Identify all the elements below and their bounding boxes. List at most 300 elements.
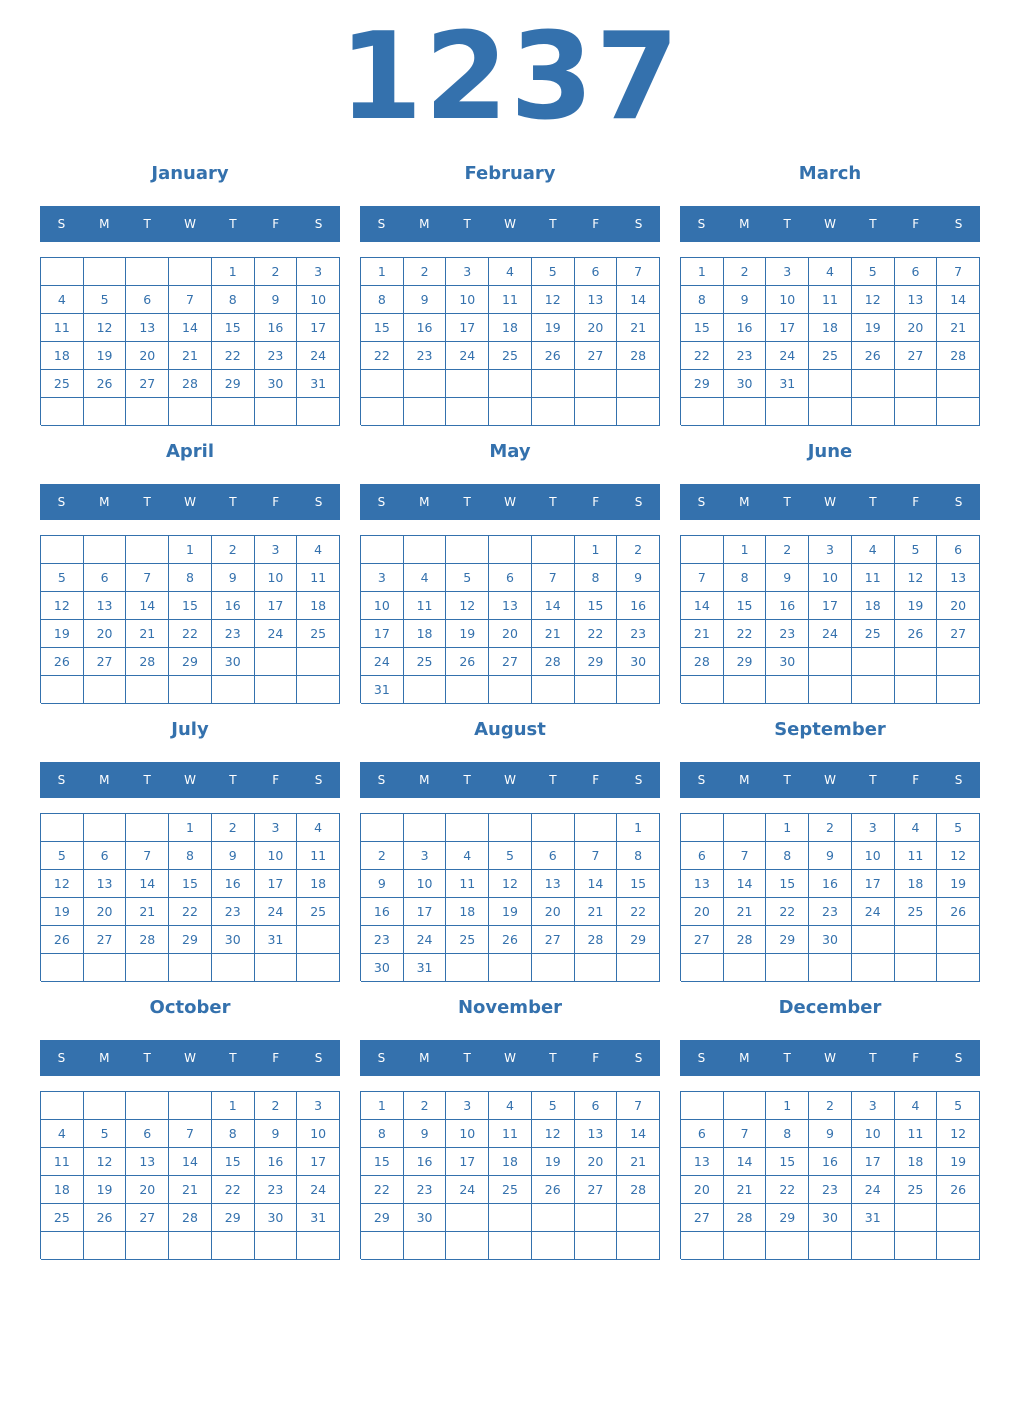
- day-cell: 27: [489, 648, 532, 676]
- day-cell: 17: [446, 314, 489, 342]
- weekday-label: S: [377, 773, 386, 787]
- day-cell: 4: [297, 536, 340, 564]
- empty-cell: [212, 954, 255, 982]
- empty-cell: [532, 398, 575, 426]
- day-cell: 15: [169, 592, 212, 620]
- empty-cell: [255, 1232, 298, 1260]
- day-cell: 22: [169, 620, 212, 648]
- empty-cell: [766, 398, 809, 426]
- empty-cell: [617, 1204, 660, 1232]
- empty-cell: [852, 676, 895, 704]
- empty-cell: [575, 398, 618, 426]
- day-cell: 6: [681, 1120, 724, 1148]
- day-cell: 14: [126, 870, 169, 898]
- day-cell: 17: [446, 1148, 489, 1176]
- weekday-label: T: [869, 495, 877, 509]
- day-cell: 21: [169, 1176, 212, 1204]
- day-cell: 2: [361, 842, 404, 870]
- day-cell: 2: [255, 258, 298, 286]
- weekday-label: S: [634, 1051, 643, 1065]
- day-cell: 3: [361, 564, 404, 592]
- day-cell: 3: [255, 814, 298, 842]
- day-cell: 29: [617, 926, 660, 954]
- day-cell: 3: [297, 1092, 340, 1120]
- weekday-label: W: [184, 773, 196, 787]
- day-cell: 4: [41, 286, 84, 314]
- day-cell: 7: [937, 258, 980, 286]
- day-cell: 14: [169, 314, 212, 342]
- day-cell: 29: [575, 648, 618, 676]
- weekday-label: S: [954, 1051, 963, 1065]
- empty-cell: [169, 1092, 212, 1120]
- day-cell: 6: [84, 842, 127, 870]
- day-cell: 5: [446, 564, 489, 592]
- empty-cell: [255, 676, 298, 704]
- weekday-label: M: [99, 1051, 110, 1065]
- day-cell: 24: [446, 342, 489, 370]
- month-name: June: [807, 441, 853, 462]
- day-cell: 21: [126, 898, 169, 926]
- day-cell: 23: [617, 620, 660, 648]
- empty-cell: [852, 370, 895, 398]
- empty-cell: [361, 1232, 404, 1260]
- empty-cell: [446, 1232, 489, 1260]
- day-cell: 28: [937, 342, 980, 370]
- day-cell: 4: [895, 814, 938, 842]
- day-grid: [360, 535, 660, 703]
- day-cell: 8: [361, 1120, 404, 1148]
- day-cell: 17: [809, 592, 852, 620]
- day-cell: 2: [617, 536, 660, 564]
- month-name: May: [489, 441, 531, 462]
- day-cell: 19: [532, 314, 575, 342]
- day-cell: 14: [532, 592, 575, 620]
- weekday-label: F: [912, 1051, 920, 1065]
- weekday-header: [40, 484, 340, 520]
- day-cell: 14: [937, 286, 980, 314]
- day-cell: 20: [532, 898, 575, 926]
- weekday-header: [360, 1040, 660, 1076]
- weekday-label: S: [954, 773, 963, 787]
- day-cell: 22: [766, 1176, 809, 1204]
- day-cell: 12: [41, 870, 84, 898]
- day-cell: 5: [895, 536, 938, 564]
- day-cell: 9: [809, 842, 852, 870]
- day-cell: 1: [617, 814, 660, 842]
- empty-cell: [766, 954, 809, 982]
- weekday-label: T: [143, 217, 151, 231]
- day-cell: 29: [681, 370, 724, 398]
- day-cell: 11: [446, 870, 489, 898]
- day-cell: 24: [404, 926, 447, 954]
- day-cell: 7: [575, 842, 618, 870]
- day-cell: 16: [212, 870, 255, 898]
- weekday-label: S: [57, 1051, 66, 1065]
- empty-cell: [532, 954, 575, 982]
- day-cell: 10: [297, 286, 340, 314]
- day-cell: 6: [126, 1120, 169, 1148]
- day-cell: 29: [361, 1204, 404, 1232]
- day-cell: 2: [809, 1092, 852, 1120]
- month-name: April: [165, 441, 215, 462]
- day-cell: 5: [532, 258, 575, 286]
- day-cell: 6: [895, 258, 938, 286]
- day-cell: 23: [724, 342, 767, 370]
- empty-cell: [852, 648, 895, 676]
- day-cell: 27: [681, 926, 724, 954]
- weekday-label: S: [314, 495, 323, 509]
- day-cell: 9: [404, 1120, 447, 1148]
- day-cell: 13: [489, 592, 532, 620]
- empty-cell: [84, 398, 127, 426]
- empty-cell: [532, 676, 575, 704]
- empty-cell: [489, 1204, 532, 1232]
- day-cell: 27: [126, 370, 169, 398]
- day-cell: 19: [852, 314, 895, 342]
- day-cell: 19: [84, 1176, 127, 1204]
- day-cell: 12: [489, 870, 532, 898]
- day-grid: [680, 535, 980, 703]
- day-cell: 29: [766, 1204, 809, 1232]
- day-cell: 24: [297, 1176, 340, 1204]
- day-cell: 26: [41, 648, 84, 676]
- day-cell: 7: [724, 1120, 767, 1148]
- weekday-label: T: [783, 495, 791, 509]
- day-cell: 8: [361, 286, 404, 314]
- day-cell: 25: [489, 342, 532, 370]
- day-cell: 6: [532, 842, 575, 870]
- weekday-label: T: [463, 217, 471, 231]
- empty-cell: [126, 954, 169, 982]
- weekday-label: W: [824, 217, 836, 231]
- day-cell: 22: [212, 342, 255, 370]
- day-cell: 3: [297, 258, 340, 286]
- day-cell: 27: [126, 1204, 169, 1232]
- weekday-header: [360, 762, 660, 798]
- empty-cell: [937, 398, 980, 426]
- weekday-label: F: [592, 1051, 600, 1065]
- day-cell: 10: [404, 870, 447, 898]
- day-cell: 5: [852, 258, 895, 286]
- day-cell: 10: [852, 1120, 895, 1148]
- day-cell: 17: [361, 620, 404, 648]
- day-cell: 17: [297, 1148, 340, 1176]
- day-cell: 23: [212, 898, 255, 926]
- day-cell: 11: [895, 1120, 938, 1148]
- day-cell: 11: [41, 314, 84, 342]
- weekday-label: M: [419, 773, 430, 787]
- day-cell: 29: [212, 370, 255, 398]
- month-name: October: [149, 997, 231, 1018]
- day-cell: 26: [446, 648, 489, 676]
- day-cell: 23: [809, 1176, 852, 1204]
- day-cell: 18: [895, 1148, 938, 1176]
- empty-cell: [681, 954, 724, 982]
- weekday-label: F: [912, 773, 920, 787]
- empty-cell: [126, 676, 169, 704]
- day-cell: 13: [532, 870, 575, 898]
- weekday-label: S: [697, 495, 706, 509]
- day-cell: 22: [724, 620, 767, 648]
- weekday-label: M: [99, 217, 110, 231]
- day-cell: 12: [532, 1120, 575, 1148]
- empty-cell: [169, 258, 212, 286]
- day-cell: 31: [297, 1204, 340, 1232]
- day-cell: 10: [446, 1120, 489, 1148]
- month-name: December: [778, 997, 882, 1018]
- weekday-label: S: [697, 773, 706, 787]
- day-cell: 30: [255, 370, 298, 398]
- day-cell: 6: [126, 286, 169, 314]
- day-cell: 3: [446, 1092, 489, 1120]
- day-cell: 20: [681, 1176, 724, 1204]
- day-cell: 17: [297, 314, 340, 342]
- weekday-label: F: [592, 773, 600, 787]
- empty-cell: [852, 1232, 895, 1260]
- weekday-label: M: [419, 1051, 430, 1065]
- day-cell: 30: [809, 1204, 852, 1232]
- day-cell: 3: [852, 814, 895, 842]
- day-cell: 17: [852, 1148, 895, 1176]
- day-cell: 5: [937, 814, 980, 842]
- empty-cell: [724, 1232, 767, 1260]
- day-cell: 12: [446, 592, 489, 620]
- empty-cell: [41, 954, 84, 982]
- day-cell: 21: [575, 898, 618, 926]
- day-cell: 20: [575, 1148, 618, 1176]
- day-cell: 10: [255, 564, 298, 592]
- weekday-label: W: [824, 495, 836, 509]
- day-cell: 22: [361, 1176, 404, 1204]
- day-cell: 16: [255, 314, 298, 342]
- weekday-label: W: [824, 1051, 836, 1065]
- day-cell: 23: [212, 620, 255, 648]
- empty-cell: [532, 1204, 575, 1232]
- empty-cell: [255, 648, 298, 676]
- empty-cell: [297, 926, 340, 954]
- day-cell: 25: [852, 620, 895, 648]
- empty-cell: [937, 1232, 980, 1260]
- day-cell: 29: [169, 926, 212, 954]
- day-grid: [680, 1091, 980, 1259]
- empty-cell: [404, 676, 447, 704]
- empty-cell: [446, 676, 489, 704]
- empty-cell: [809, 1232, 852, 1260]
- day-cell: 6: [575, 258, 618, 286]
- weekday-label: F: [272, 495, 280, 509]
- day-cell: 2: [724, 258, 767, 286]
- day-cell: 27: [575, 1176, 618, 1204]
- empty-cell: [617, 398, 660, 426]
- weekday-label: W: [504, 1051, 516, 1065]
- day-cell: 4: [297, 814, 340, 842]
- empty-cell: [532, 1232, 575, 1260]
- month-name: August: [474, 719, 546, 740]
- empty-cell: [489, 954, 532, 982]
- day-cell: 15: [361, 1148, 404, 1176]
- day-cell: 30: [361, 954, 404, 982]
- empty-cell: [404, 370, 447, 398]
- day-cell: 8: [766, 1120, 809, 1148]
- day-cell: 14: [126, 592, 169, 620]
- day-cell: 20: [937, 592, 980, 620]
- day-cell: 14: [169, 1148, 212, 1176]
- day-cell: 20: [489, 620, 532, 648]
- day-cell: 9: [255, 1120, 298, 1148]
- weekday-label: W: [184, 495, 196, 509]
- day-cell: 13: [681, 870, 724, 898]
- day-cell: 5: [532, 1092, 575, 1120]
- day-cell: 2: [809, 814, 852, 842]
- empty-cell: [84, 954, 127, 982]
- day-cell: 16: [809, 870, 852, 898]
- day-grid: [40, 257, 340, 425]
- day-cell: 19: [895, 592, 938, 620]
- day-cell: 10: [361, 592, 404, 620]
- empty-cell: [84, 814, 127, 842]
- day-cell: 22: [617, 898, 660, 926]
- day-grid: [40, 1091, 340, 1259]
- day-cell: 26: [41, 926, 84, 954]
- day-cell: 13: [895, 286, 938, 314]
- month-name: February: [464, 163, 556, 184]
- day-cell: 6: [575, 1092, 618, 1120]
- day-cell: 15: [212, 314, 255, 342]
- empty-cell: [126, 814, 169, 842]
- day-cell: 4: [489, 1092, 532, 1120]
- day-cell: 19: [41, 620, 84, 648]
- day-cell: 15: [575, 592, 618, 620]
- day-cell: 30: [809, 926, 852, 954]
- day-cell: 28: [575, 926, 618, 954]
- day-cell: 17: [766, 314, 809, 342]
- empty-cell: [404, 814, 447, 842]
- day-cell: 17: [255, 870, 298, 898]
- day-cell: 2: [766, 536, 809, 564]
- weekday-label: T: [783, 773, 791, 787]
- day-cell: 3: [766, 258, 809, 286]
- day-cell: 11: [297, 564, 340, 592]
- day-cell: 22: [169, 898, 212, 926]
- day-cell: 22: [681, 342, 724, 370]
- day-cell: 18: [297, 592, 340, 620]
- day-cell: 4: [489, 258, 532, 286]
- day-cell: 18: [852, 592, 895, 620]
- day-cell: 7: [681, 564, 724, 592]
- weekday-label: T: [549, 773, 557, 787]
- day-cell: 18: [489, 314, 532, 342]
- day-cell: 27: [532, 926, 575, 954]
- day-cell: 8: [169, 842, 212, 870]
- empty-cell: [895, 648, 938, 676]
- day-cell: 14: [617, 286, 660, 314]
- day-cell: 31: [852, 1204, 895, 1232]
- weekday-label: W: [504, 217, 516, 231]
- day-cell: 20: [575, 314, 618, 342]
- weekday-label: F: [912, 217, 920, 231]
- day-cell: 16: [809, 1148, 852, 1176]
- empty-cell: [809, 648, 852, 676]
- day-cell: 12: [41, 592, 84, 620]
- day-cell: 8: [169, 564, 212, 592]
- day-cell: 27: [681, 1204, 724, 1232]
- weekday-label: S: [954, 217, 963, 231]
- empty-cell: [532, 814, 575, 842]
- empty-cell: [809, 398, 852, 426]
- day-cell: 15: [617, 870, 660, 898]
- day-cell: 13: [575, 286, 618, 314]
- weekday-header: [680, 762, 980, 798]
- day-cell: 24: [361, 648, 404, 676]
- weekday-label: S: [634, 773, 643, 787]
- empty-cell: [361, 370, 404, 398]
- empty-cell: [126, 1092, 169, 1120]
- day-cell: 10: [446, 286, 489, 314]
- day-cell: 13: [84, 592, 127, 620]
- day-cell: 19: [532, 1148, 575, 1176]
- empty-cell: [724, 954, 767, 982]
- day-cell: 10: [809, 564, 852, 592]
- empty-cell: [895, 676, 938, 704]
- day-cell: 30: [404, 1204, 447, 1232]
- empty-cell: [937, 648, 980, 676]
- day-cell: 16: [404, 314, 447, 342]
- day-cell: 27: [84, 648, 127, 676]
- weekday-label: T: [143, 1051, 151, 1065]
- weekday-header: [680, 206, 980, 242]
- day-cell: 14: [724, 1148, 767, 1176]
- weekday-label: F: [592, 495, 600, 509]
- weekday-label: F: [592, 217, 600, 231]
- empty-cell: [681, 676, 724, 704]
- day-cell: 23: [361, 926, 404, 954]
- weekday-label: W: [184, 217, 196, 231]
- day-cell: 21: [169, 342, 212, 370]
- month-name: September: [774, 719, 886, 740]
- day-cell: 29: [766, 926, 809, 954]
- day-cell: 5: [84, 1120, 127, 1148]
- day-cell: 29: [212, 1204, 255, 1232]
- day-cell: 25: [895, 898, 938, 926]
- day-cell: 17: [852, 870, 895, 898]
- day-cell: 6: [84, 564, 127, 592]
- empty-cell: [169, 398, 212, 426]
- day-cell: 24: [852, 1176, 895, 1204]
- empty-cell: [617, 954, 660, 982]
- day-cell: 26: [937, 898, 980, 926]
- empty-cell: [681, 536, 724, 564]
- day-cell: 11: [895, 842, 938, 870]
- empty-cell: [361, 536, 404, 564]
- empty-cell: [937, 676, 980, 704]
- day-cell: 23: [404, 342, 447, 370]
- weekday-label: T: [549, 495, 557, 509]
- day-cell: 24: [446, 1176, 489, 1204]
- day-cell: 26: [84, 1204, 127, 1232]
- day-cell: 8: [681, 286, 724, 314]
- day-cell: 12: [895, 564, 938, 592]
- day-cell: 23: [255, 342, 298, 370]
- weekday-label: S: [634, 495, 643, 509]
- day-cell: 8: [766, 842, 809, 870]
- day-cell: 1: [361, 1092, 404, 1120]
- month-name: November: [457, 997, 563, 1018]
- day-cell: 19: [84, 342, 127, 370]
- day-cell: 13: [681, 1148, 724, 1176]
- day-cell: 25: [809, 342, 852, 370]
- empty-cell: [297, 398, 340, 426]
- weekday-header: [40, 762, 340, 798]
